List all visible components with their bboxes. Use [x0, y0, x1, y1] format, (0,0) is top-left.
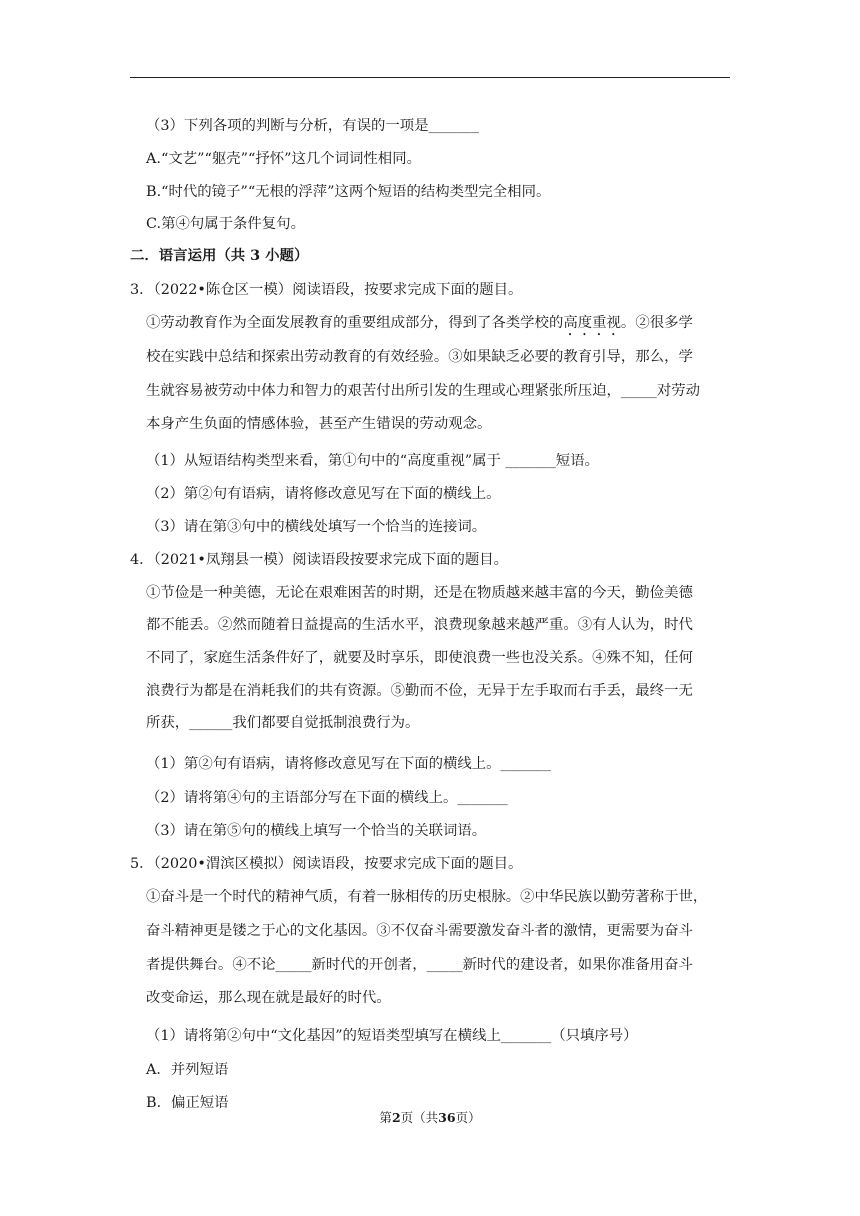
q2-sub3: （3）下列各项的判断与分析，有误的一项是_______: [146, 118, 479, 134]
footer-page-number: 2: [391, 1110, 401, 1125]
q5-paragraph-line-4: 改变命运，那么现在就是最好的时代。: [146, 990, 391, 1006]
q2-option-b: B.“时代的镜子”“无根的浮萍”这两个短语的结构类型完全相同。: [146, 184, 551, 200]
q3-sub1: （1）从短语结构类型来看，第①句中的“高度重视”属于 _______短语。: [146, 453, 599, 469]
q4-sub1: （1）第②句有语病，请将修改意见写在下面的横线上。_______: [146, 756, 551, 772]
q3-paragraph-line-1: [146, 313, 693, 339]
q3-paragraph-line-3: 生就容易被劳动中体力和智力的艰苦付出所引发的生理或心理紧张所压迫，_____对劳动: [146, 383, 701, 399]
q4-sub2: （2）请将第④句的主语部分写在下面的横线上。_______: [146, 790, 508, 806]
q3-paragraph-line-4: 本身产生负面的情感体验，甚至产生错误的劳动观念。: [146, 416, 492, 432]
q5-sub1: （1）请将第②句中“文化基因”的短语类型填写在横线上_______（只填序号）: [146, 1028, 638, 1044]
q3-p1-emphasis: 高度重视: [563, 315, 621, 331]
q3-sub2: （2）第②句有语病，请将修改意见写在下面的横线上。: [146, 486, 501, 502]
q4-paragraph-line-5: 所获，______我们都要自觉抵制浪费行为。: [146, 715, 420, 731]
q4-paragraph-line-3: 不同了，家庭生活条件好了，就要及时享乐，即使浪费一些也没关系。④殊不知，任何: [146, 650, 693, 666]
q3-paragraph-line-2: 校在实践中总结和探索出劳动教育的有效经验。③如果缺乏必要的教育引导，那么，学: [146, 349, 693, 365]
footer-prefix: 第: [379, 1110, 392, 1125]
q2-option-c: C.第④句属于条件复句。: [146, 216, 305, 232]
q4-heading: 4．（2021•凤翔县一模）阅读语段按要求完成下面的题目。: [130, 552, 509, 568]
q5-paragraph-line-1: ①奋斗是一个时代的精神气质，有着一脉相传的历史根脉。②中华民族以勤劳著称于世，: [146, 889, 708, 905]
q4-paragraph-line-4: 浪费行为都是在消耗我们的共有资源。⑤勤而不俭，无异于左手取而右手丢，最终一无: [146, 683, 693, 699]
q4-sub3: （3）请在第⑤句的横线上填写一个恰当的关联词语。: [146, 823, 487, 839]
q3-p1-text-a: ①劳动教育作为全面发展教育的重要组成部分，得到了各类学校的: [146, 315, 564, 331]
q5-paragraph-line-3: 者提供舞台。④不论_____新时代的开创者，_____新时代的建设者，如果你准备用奋斗: [146, 957, 693, 973]
q5-paragraph-line-2: 奋斗精神更是镂之于心的文化基因。③不仅奋斗需要激发奋斗者的激情，更需要为奋斗: [146, 923, 693, 939]
q5-option-a: A．并列短语: [146, 1062, 229, 1078]
q4-paragraph-line-1: ①节俭是一种美德，无论在艰难困苦的时期，还是在物质越来越丰富的今天，勤俭美德: [146, 585, 693, 601]
q5-heading: 5．（2020•渭滨区模拟）阅读语段，按要求完成下面的题目。: [130, 856, 523, 872]
q2-option-a: A.“文艺”“躯壳”“抒怀”这几个词词性相同。: [146, 151, 421, 167]
header-rule: [130, 77, 730, 78]
section-heading: 二．语言运用（共 3 小题）: [130, 247, 309, 264]
footer-suffix: 页）: [455, 1110, 481, 1125]
q3-heading: 3．（2022•陈仓区一模）阅读语段，按要求完成下面的题目。: [130, 282, 523, 298]
page-footer: [0, 1110, 860, 1126]
q3-p1-text-b: 。②很多学: [620, 315, 693, 331]
footer-mid: 页（共: [400, 1110, 439, 1125]
q5-option-b: B．偏正短语: [146, 1095, 229, 1111]
q3-sub3: （3）请在第③句中的横线处填写一个恰当的连接词。: [146, 519, 487, 535]
footer-total-pages: 36: [438, 1110, 456, 1125]
q4-paragraph-line-2: 都不能丢。②然而随着日益提高的生活水平，浪费现象越来越严重。③有人认为，时代: [146, 617, 693, 633]
